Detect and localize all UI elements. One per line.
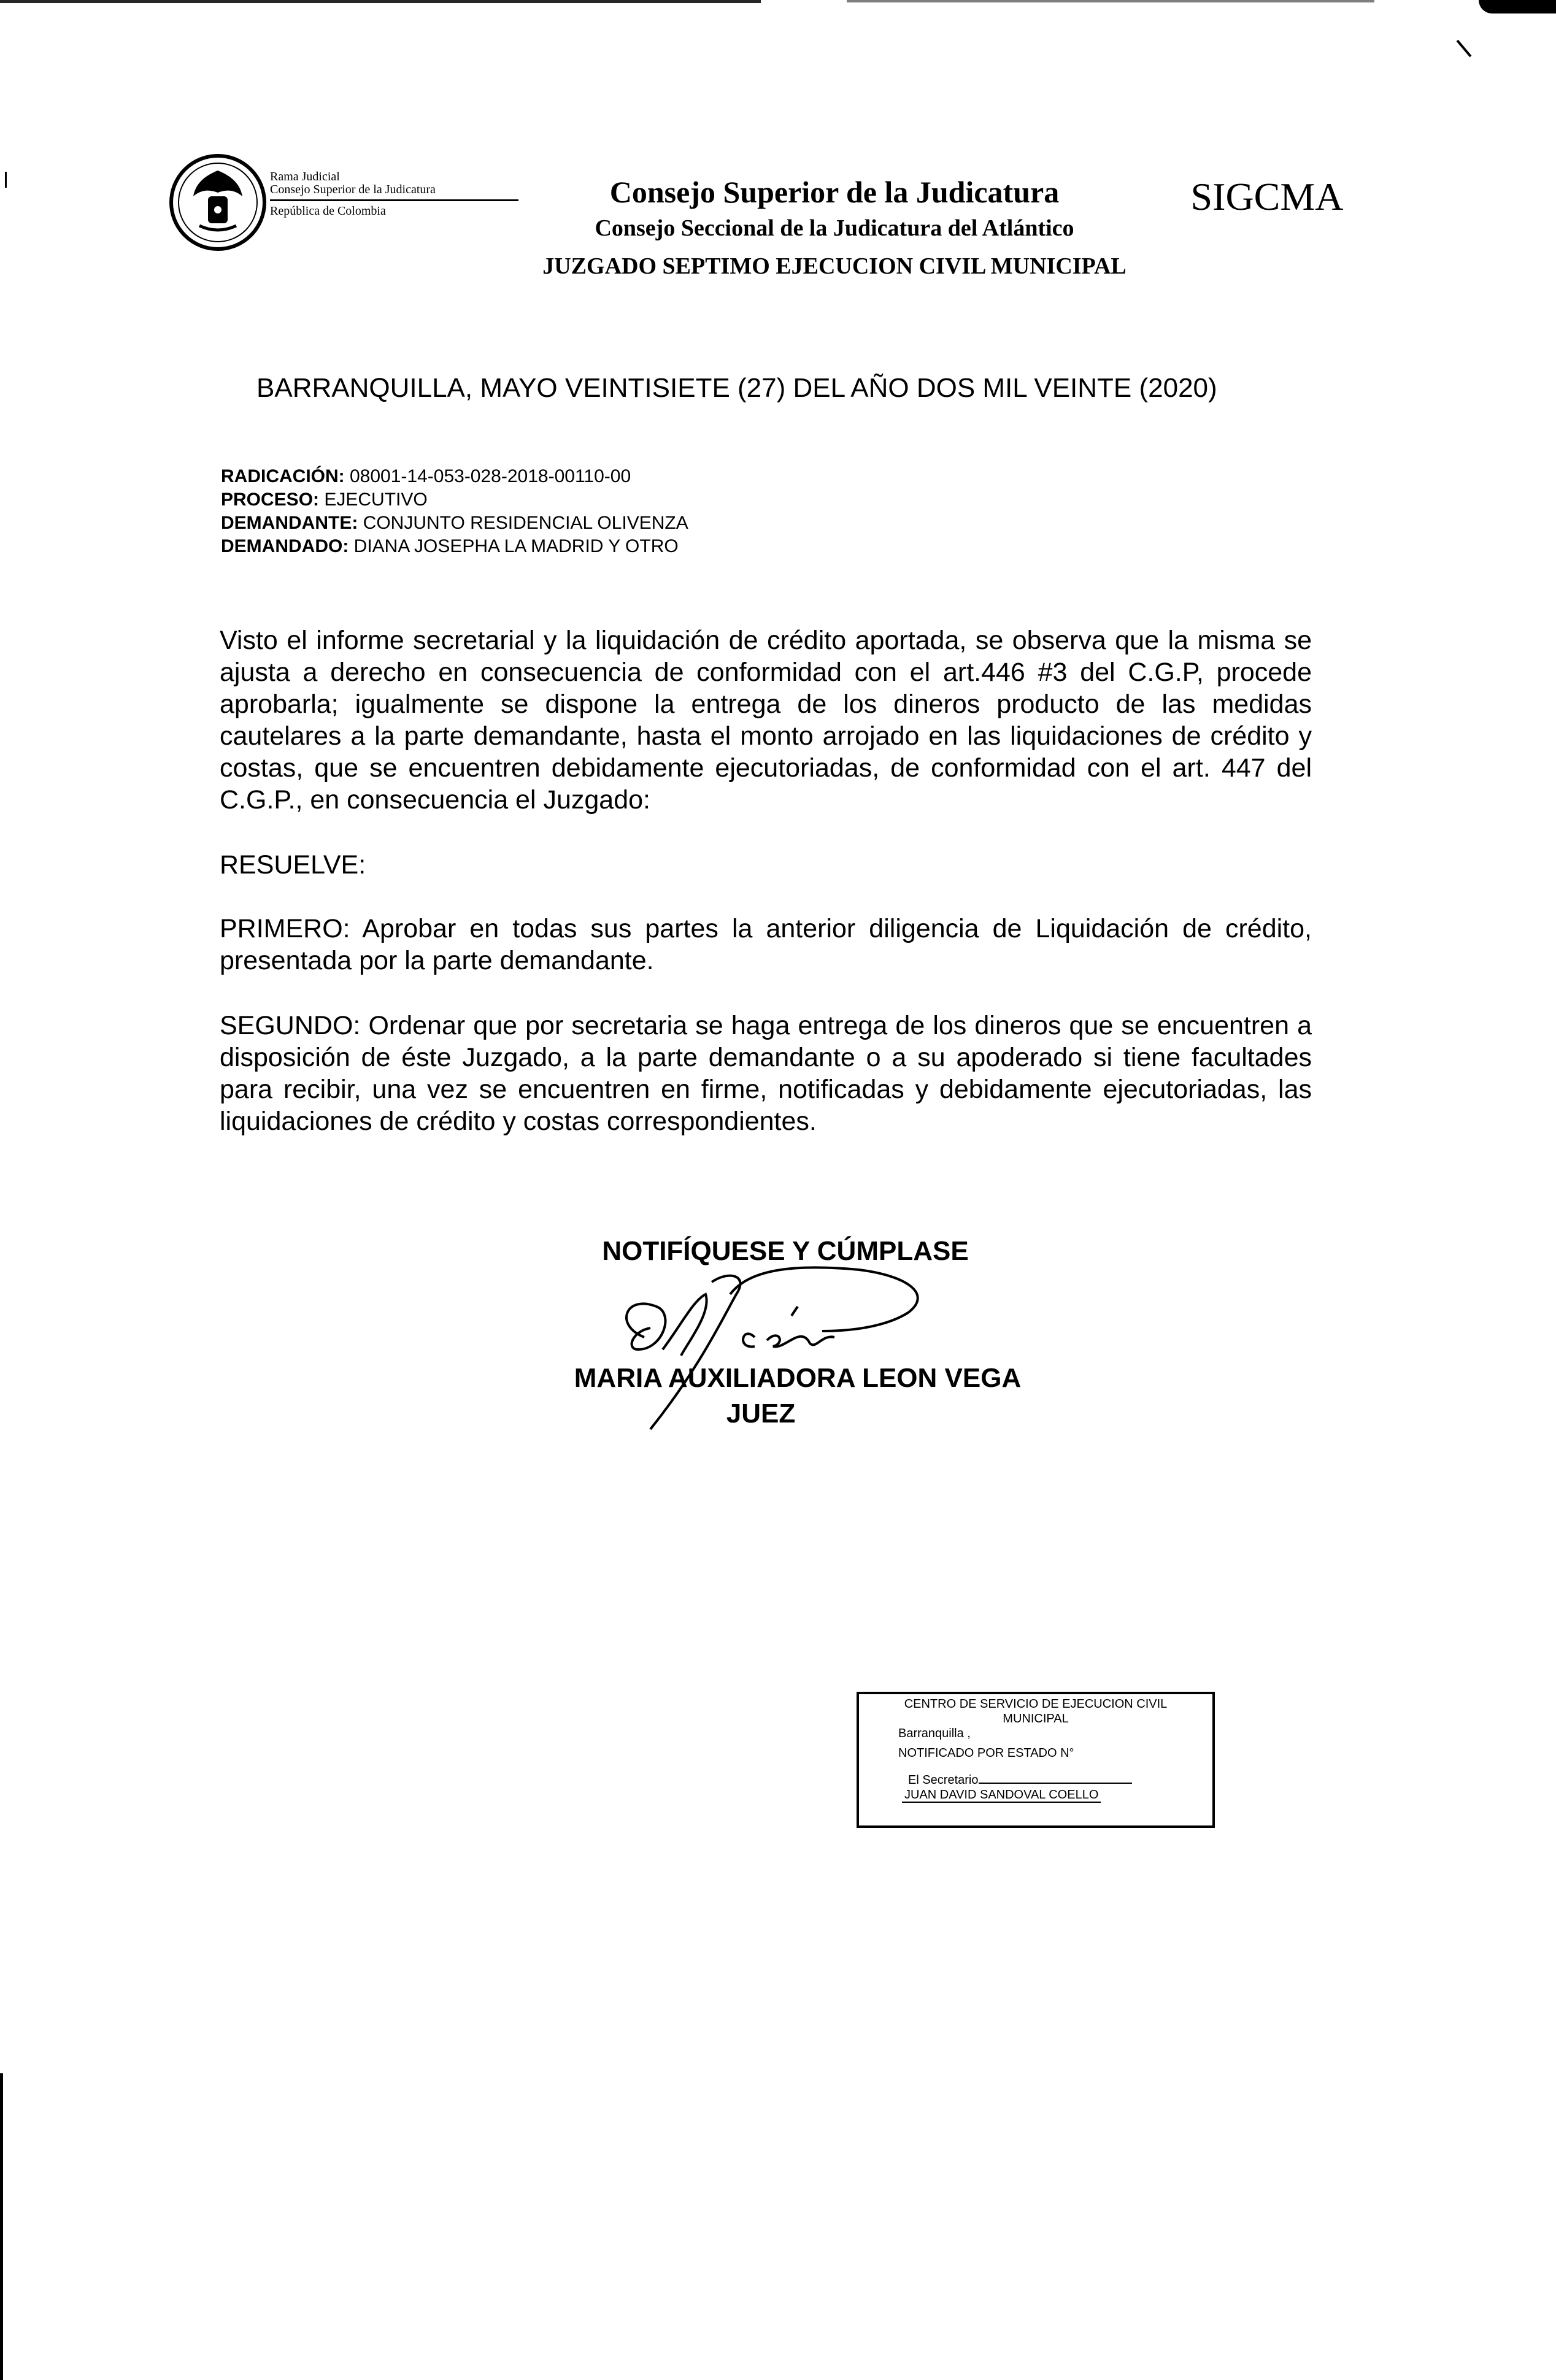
- judge-role: JUEZ: [726, 1399, 796, 1429]
- stamp-title-1: CENTRO DE SERVICIO DE EJECUCION CIVIL: [904, 1697, 1168, 1711]
- proceso-label: PROCESO:: [221, 489, 320, 510]
- radicacion-label: RADICACIÓN:: [221, 466, 345, 486]
- paragraph-visto: Visto el informe secretarial y la liquidación de crédito aportada, se observa que la misma se ajusta a derecho en consecuencia de conformidad con el art.446 #3 del C.G.P, procede aprobarla; igualmente se dispone la entrega de los dineros producto de las medidas cautelares a la parte demandante, hasta el monto arrojado en las liquidaciones de crédito y costas, que se encuentren debidamente ejecutoriadas, de conformidad con el art. 447 del C.G.P., en consecuencia el Juzgado:: [220, 626, 1312, 815]
- stamp-secretary-line: [859, 1772, 1212, 1787]
- header-title: Consejo Superior de la Judicatura: [609, 175, 1060, 209]
- scan-tick-mark: [1457, 40, 1472, 58]
- stamp-secretary-name-line: [859, 1787, 1212, 1802]
- demandante-label: DEMANDANTE:: [221, 513, 358, 533]
- court-name: JUZGADO SEPTIMO EJECUCION CIVIL MUNICIPAL: [542, 253, 1127, 279]
- resuelve-heading: RESUELVE:: [220, 850, 366, 880]
- demandante-value: CONJUNTO RESIDENCIAL OLIVENZA: [358, 513, 688, 533]
- notification-stamp: [857, 1692, 1215, 1828]
- scan-dot-mark: [5, 172, 7, 188]
- demandado-value: DIANA JOSEPHA LA MADRID Y OTRO: [349, 536, 679, 556]
- demandado-label: DEMANDADO:: [221, 536, 349, 556]
- stamp-signature-line: [979, 1772, 1132, 1784]
- scan-corner-mark: [1479, 0, 1556, 13]
- date-line: BARRANQUILLA, MAYO VEINTISIETE (27) DEL AÑO DOS MIL VEINTE (2020): [256, 373, 1217, 403]
- stamp-notified: NOTIFICADO POR ESTADO N°: [898, 1746, 1074, 1760]
- paragraph-primero: PRIMERO: Aprobar en todas sus partes la anterior diligencia de Liquidación de crédito, presentada por la parte demandante.: [220, 914, 1312, 975]
- proceso-value: EJECUTIVO: [319, 489, 428, 510]
- paragraph-segundo: SEGUNDO: Ordenar que por secretaria se haga entrega de los dineros que se encuentren a disposición de éste Juzgado, a la parte demandante o a su apoderado si tiene facultades para recibir, una vez se encuentren en firme, notificadas y debidamente ejecutoriadas, las liquidaciones de crédito y costas correspondientes.: [220, 1011, 1312, 1136]
- proceso-line: [221, 488, 1019, 512]
- stamp-city: Barranquilla ,: [898, 1727, 971, 1740]
- stamp-secretary-name: JUAN DAVID SANDOVAL COELLO: [902, 1788, 1101, 1803]
- notify-heading: NOTIFÍQUESE Y CÚMPLASE: [602, 1236, 969, 1266]
- demandante-line: [221, 512, 1019, 535]
- scan-edge-mark: [0, 0, 761, 3]
- header-subtitle: Consejo Seccional de la Judicatura del Atlántico: [595, 215, 1074, 241]
- radicacion-value: 08001-14-053-028-2018-00110-00: [344, 466, 631, 486]
- republica-text: República de Colombia: [270, 204, 386, 218]
- radicacion-line: [221, 465, 1019, 488]
- colombia-seal-icon: [169, 153, 267, 251]
- header-brand: SIGCMA: [1190, 175, 1344, 218]
- consejo-small-text: Consejo Superior de la Judicatura: [270, 183, 436, 196]
- scan-left-edge-mark: [0, 2073, 3, 2380]
- case-info: [221, 465, 1019, 558]
- stamp-secretary-label: El Secretario: [908, 1773, 979, 1787]
- scan-edge-mark: [847, 0, 1374, 2]
- judge-name: MARIA AUXILIADORA LEON VEGA: [574, 1363, 1022, 1393]
- demandado-line: [221, 535, 1019, 558]
- rama-judicial-text: Rama Judicial: [270, 170, 340, 183]
- stamp-title-2: MUNICIPAL: [1003, 1712, 1069, 1726]
